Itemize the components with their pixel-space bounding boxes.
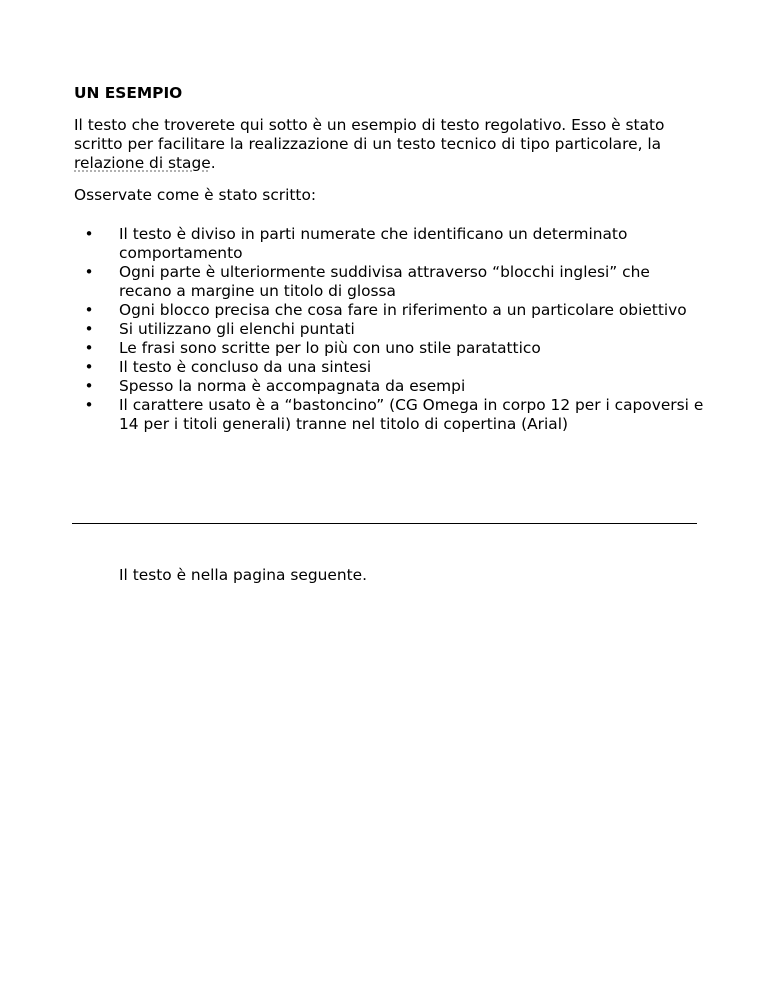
list-item: [74, 358, 704, 377]
observe-paragraph: Osservate come è stato scritto:: [74, 186, 317, 204]
list-item-text: Il testo è concluso da una sintesi: [119, 358, 372, 376]
list-item: [74, 301, 704, 320]
list-item: [74, 377, 704, 396]
list-item: [74, 263, 704, 301]
list-item-text: Ogni blocco precisa che cosa fare in riferimento a un particolare obiettivo: [119, 301, 687, 319]
list-item-text: Si utilizzano gli elenchi puntati: [119, 320, 355, 338]
horizontal-divider: [72, 523, 697, 524]
intro-text-end: .: [210, 154, 216, 172]
list-item: [74, 320, 704, 339]
bullet-icon: •: [84, 339, 94, 357]
list-item-text: Le frasi sono scritte per lo più con uno stile paratattico: [119, 339, 541, 357]
bullet-icon: •: [84, 358, 94, 376]
bullet-icon: •: [84, 263, 94, 281]
bullet-list: [74, 225, 704, 434]
list-item-text: Spesso la norma è accompagnata da esempi: [119, 377, 466, 395]
list-item: [74, 396, 704, 434]
list-item-text: Il carattere usato è a “bastoncino” (CG Omega in corpo 12 per i capoversi e 14 per i titoli generali) tranne nel titolo di copertina (Arial): [119, 396, 704, 433]
next-page-note: Il testo è nella pagina seguente.: [119, 566, 367, 584]
bullet-icon: •: [84, 320, 94, 338]
bullet-icon: •: [84, 301, 94, 319]
bullet-icon: •: [84, 225, 94, 243]
intro-text: Il testo che troverete qui sotto è un esempio di testo regolativo. Esso è stato scritto per facilitare la realizzazione di un testo tecnico di tipo particolare, la: [74, 116, 665, 153]
section-heading: UN ESEMPIO: [74, 84, 183, 102]
list-item: [74, 339, 704, 358]
intro-paragraph: [74, 116, 704, 173]
list-item: [74, 225, 704, 263]
list-item-text: Ogni parte è ulteriormente suddivisa attraverso “blocchi inglesi” che recano a margine un titolo di glossa: [119, 263, 650, 300]
bullet-icon: •: [84, 377, 94, 395]
bullet-icon: •: [84, 396, 94, 414]
relazione-di-stage-link[interactable]: relazione di stage: [74, 154, 211, 172]
document-body: [74, 84, 704, 434]
list-item-text: Il testo è diviso in parti numerate che identificano un determinato comportamento: [119, 225, 628, 262]
